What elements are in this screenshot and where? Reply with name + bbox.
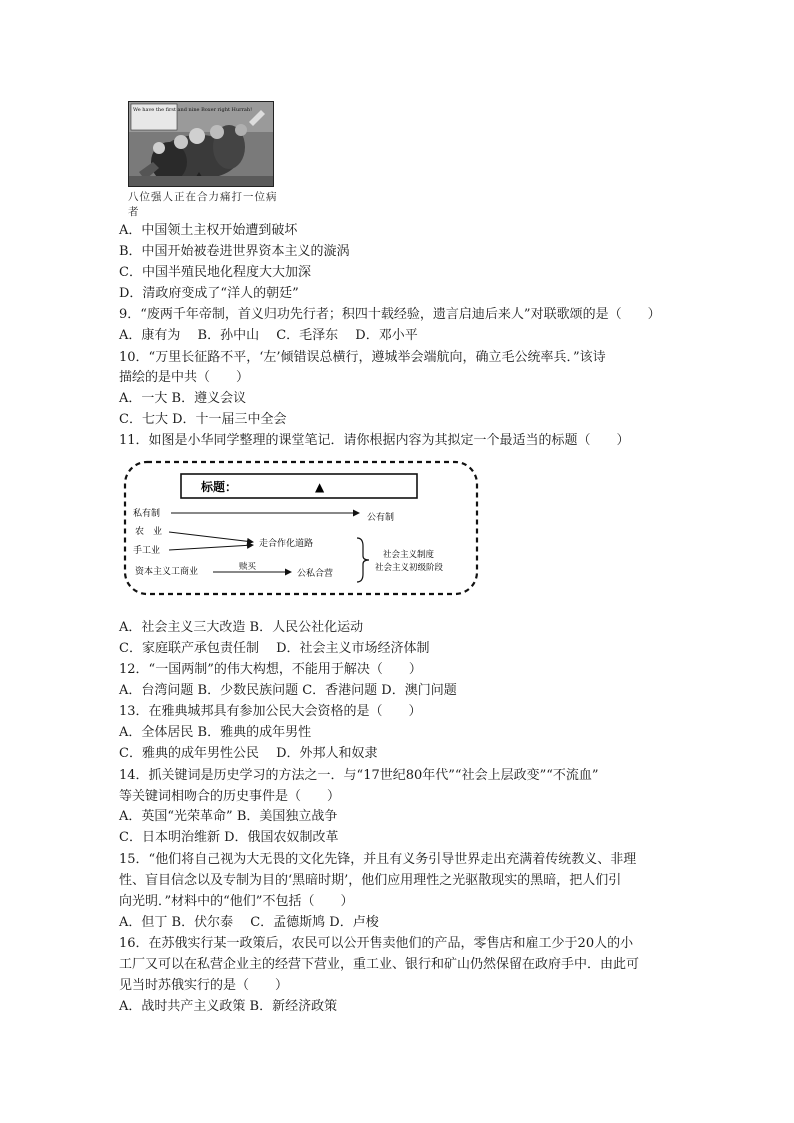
node-handicraft: 手工业 [133,546,161,556]
title-triangle-icon: ▲ [315,480,325,494]
question-15-cont: 性、盲目信念以及专制为目的‘黑暗时期’，他们应用理性之光驱散现实的黑暗，把人们引 [119,873,622,888]
question-10: 10．“万里长征路不平，‘左’倾错误总横行，遵城举会端航向，确立毛公统率兵．”该诗 [119,350,606,365]
option-line: A．全体居民 B．雅典的成年男性 [119,725,312,740]
right-brace [357,538,369,582]
question-10-cont: 描绘的是中共（ ） [119,370,250,385]
option-line: A．中国领土主权开始遭到破坏 [119,223,298,238]
option-line: A．英国“光荣革命” B．美国独立战争 [119,809,338,824]
option-line: A．但丁 B．伏尔泰 C．孟德斯鸠 D．卢梭 [119,915,379,930]
node-public-ownership: 公有制 [367,513,395,523]
title-label: 标题： [201,480,238,494]
option-line: B．中国开始被卷进世界资本主义的漩涡 [119,244,350,259]
question-16: 16．在苏俄实行某一政策后，农民可以公开售卖他们的产品，零售店和雇工少于20人的小 [119,936,634,951]
class-notes-diagram [121,458,481,598]
node-primary-stage: 社会主义初级阶段 [375,563,444,573]
option-line: A．战时共产主义政策 B．新经济政策 [119,999,338,1014]
question-14-cont: 等关键词相吻合的历史事件是（ ） [119,789,341,804]
option-line: C．雅典的成年男性公民 D．外邦人和奴隶 [119,746,378,761]
photo-caption: 八位强人正在合力痛打一位病者 [128,191,278,218]
node-capitalist-commerce: 资本主义工商业 [135,567,199,577]
question-16-cont: 见当时苏俄实行的是（ ） [119,978,289,993]
arrow-handicraft [169,545,253,550]
cartoon-photo [128,101,274,187]
question-16-cont: 工厂又可以在私营企业主的经营下营业，重工业、银行和矿山仍然保留在政府手中．由此可 [119,957,640,972]
option-line: C．家庭联产承包责任制 D．社会主义市场经济体制 [119,641,430,656]
question-11: 11．如图是小华同学整理的课堂笔记．请你根据内容为其拟定一个最适当的标题（ ） [119,433,630,448]
node-joint-operation: 公私合营 [297,569,334,579]
cartoon-illustration [129,102,274,187]
option-line: C．日本明治维新 D．俄国农奴制改革 [119,830,339,845]
question-9: 9．“废两千年帝制，首义归功先行者；积四十载经验，遗言启迪后来人”对联歌颂的是（ ） [119,307,661,322]
question-15: 15．“他们将自己视为大无畏的文化先锋，并且有义务引导世界走出充满着传统教义、非理 [119,852,637,867]
question-15-cont: 向光明．”材料中的“他们”不包括（ ） [119,894,354,909]
question-13: 13．在雅典城邦具有参加公民大会资格的是（ ） [119,704,422,719]
node-private-ownership: 私有制 [133,509,161,519]
node-socialist-system: 社会主义制度 [383,550,435,560]
option-line: C．七大 D．十一届三中全会 [119,412,287,427]
question-14: 14．抓关键词是历史学习的方法之一．与“17世纪80年代”“社会上层政变”“不流血” [119,768,599,783]
node-agriculture: 农 业 [135,527,163,537]
option-line: C．中国半殖民地化程度大大加深 [119,265,311,280]
option-line: D．清政府变成了“洋人的朝廷” [119,286,299,301]
node-cooperation: 走合作化道路 [259,539,314,549]
speech-bubble-text: We have the first and nine Boxer right Hurrah! [133,107,253,113]
arrow-agriculture [169,532,253,542]
option-line: A．一大 B．遵义会议 [119,391,247,406]
question-12: 12．“一国两制”的伟大构想，不能用于解决（ ） [119,662,422,677]
option-line: A．社会主义三大改造 B．人民公社化运动 [119,620,364,635]
label-buyout: 赎买 [239,562,257,572]
option-line: A．台湾问题 B．少数民族问题 C．香港问题 D．澳门问题 [119,683,457,698]
option-line: A．康有为 B．孙中山 C．毛泽东 D．邓小平 [119,328,418,343]
